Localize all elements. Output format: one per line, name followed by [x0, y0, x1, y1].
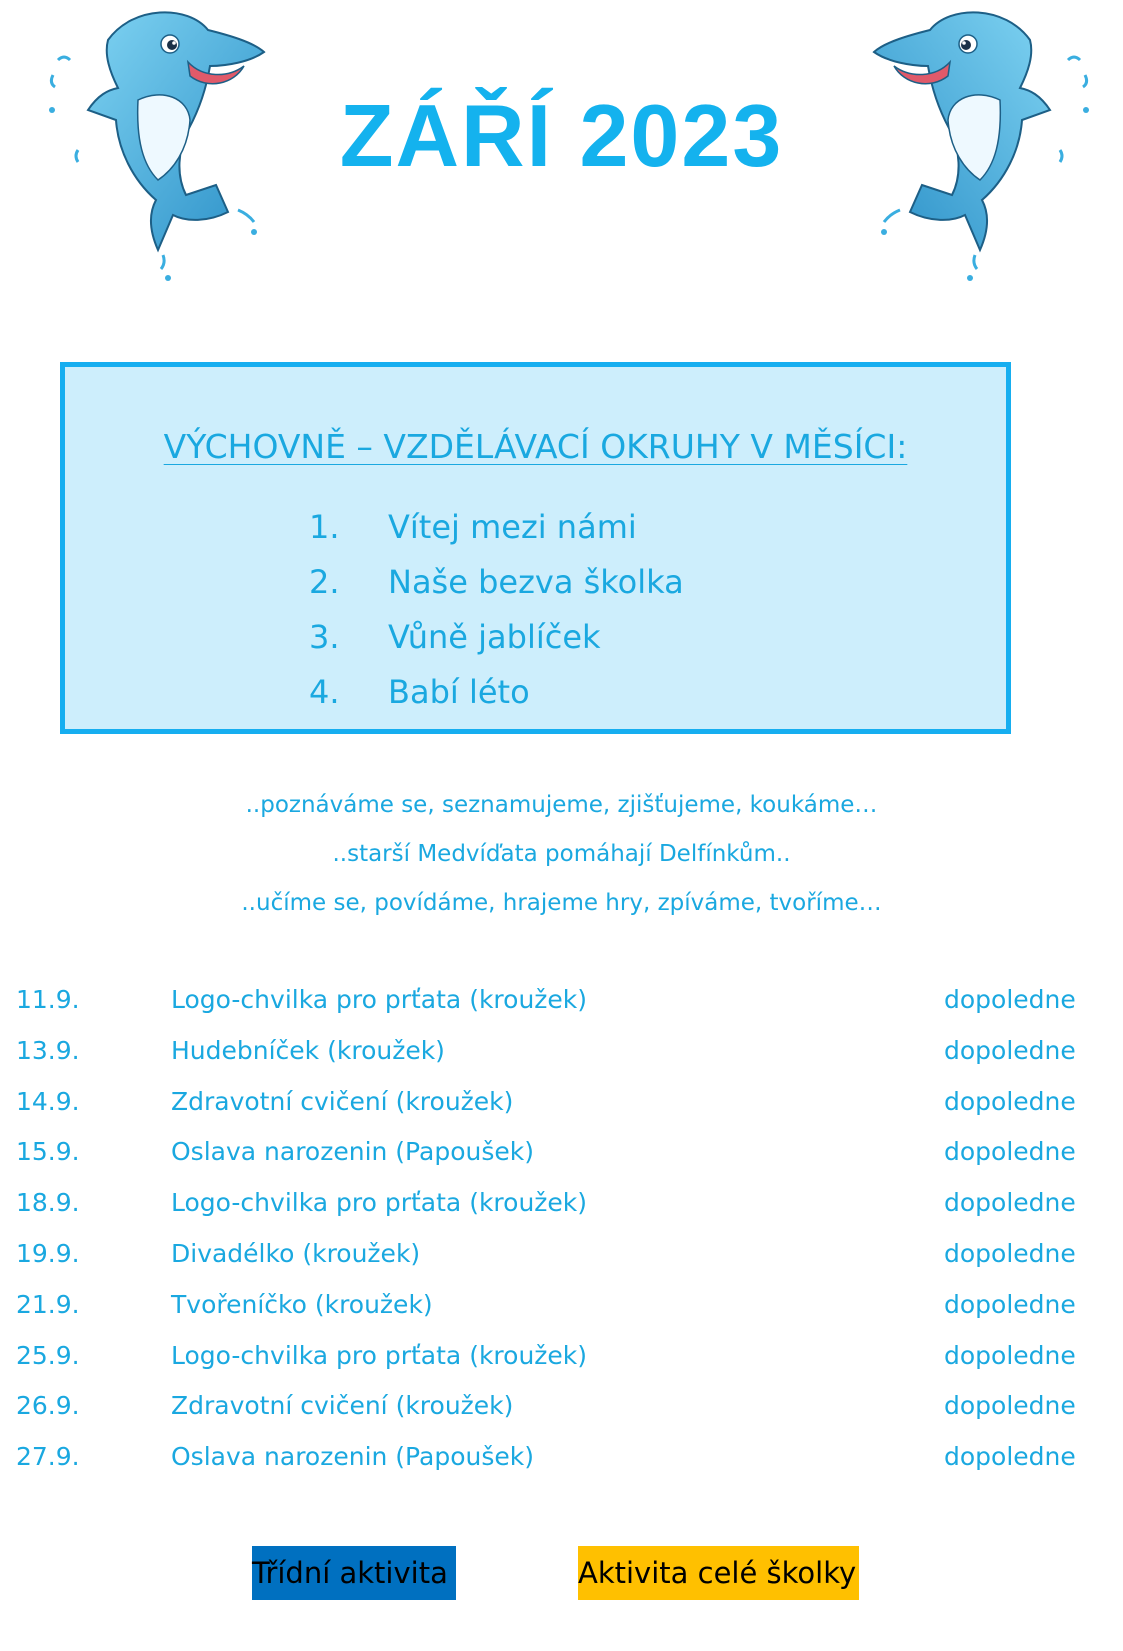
- event-row: [16, 1290, 1076, 1341]
- event-date: 25.9.: [16, 1340, 80, 1370]
- event-date: 15.9.: [16, 1137, 80, 1167]
- event-row: [16, 1087, 1076, 1138]
- event-row: [16, 1442, 1076, 1493]
- events-list: [16, 985, 1076, 1493]
- event-row: [16, 1391, 1076, 1442]
- event-row: [16, 1239, 1076, 1290]
- topic-item: [309, 664, 684, 719]
- event-name: Zdravotní cvičení (kroužek): [171, 1391, 514, 1421]
- event-name: Logo-chvilka pro prťata (kroužek): [171, 985, 588, 1014]
- event-date: 11.9.: [16, 985, 80, 1014]
- event-row: [16, 1137, 1076, 1188]
- event-name: Logo-chvilka pro prťata (kroužek): [171, 1340, 588, 1370]
- legend-school-activity: Aktivita celé školky: [578, 1546, 859, 1600]
- event-date: 18.9.: [16, 1188, 80, 1218]
- event-time: dopoledne: [944, 1289, 1076, 1319]
- event-row: [16, 985, 1076, 1036]
- motto-line: ..poznáváme se, seznamujeme, zjišťujeme, koukáme…: [245, 792, 878, 818]
- event-time: dopoledne: [944, 1442, 1076, 1472]
- event-row: [16, 1341, 1076, 1392]
- event-date: 14.9.: [16, 1086, 80, 1116]
- event-date: 19.9.: [16, 1238, 80, 1268]
- event-time: dopoledne: [944, 1391, 1076, 1421]
- event-name: Logo-chvilka pro prťata (kroužek): [171, 1188, 588, 1218]
- event-time: dopoledne: [944, 1035, 1076, 1065]
- event-date: 26.9.: [16, 1391, 80, 1421]
- topic-number: 1.: [309, 507, 340, 546]
- event-time: dopoledne: [944, 1086, 1076, 1116]
- topics-heading: [65, 427, 1006, 466]
- topic-item: [309, 554, 684, 609]
- topic-number: 3.: [309, 617, 340, 656]
- event-time: dopoledne: [944, 1188, 1076, 1218]
- topics-heading-text: VÝCHOVNĚ – VZDĚLÁVACÍ OKRUHY V MĚSÍCI:: [163, 427, 908, 466]
- topic-label: Babí léto: [388, 672, 530, 711]
- topic-label: Vítej mezi námi: [388, 507, 637, 546]
- topic-item: [309, 499, 684, 554]
- event-time: dopoledne: [944, 1340, 1076, 1370]
- event-time: dopoledne: [944, 1238, 1076, 1268]
- event-name: Divadélko (kroužek): [171, 1238, 421, 1268]
- topic-number: 4.: [309, 672, 340, 711]
- motto-line: ..učíme se, povídáme, hrajeme hry, zpíváme, tvoříme…: [241, 890, 882, 916]
- topic-label: Vůně jablíček: [388, 617, 601, 656]
- mottos: [0, 790, 1123, 937]
- event-date: 13.9.: [16, 1035, 80, 1065]
- event-name: Hudebníček (kroužek): [171, 1035, 445, 1065]
- event-time: dopoledne: [944, 985, 1076, 1014]
- event-row: [16, 1036, 1076, 1087]
- event-name: Zdravotní cvičení (kroužek): [171, 1086, 514, 1116]
- topic-number: 2.: [309, 562, 340, 601]
- event-name: Tvořeníčko (kroužek): [171, 1289, 433, 1319]
- topic-item: [309, 609, 684, 664]
- page-title: ZÁŘÍ 2023: [339, 86, 784, 185]
- topics-box: [60, 362, 1011, 734]
- event-name: Oslava narozenin (Papoušek): [171, 1442, 534, 1472]
- legend-class-activity: Třídní aktivita: [252, 1546, 456, 1600]
- event-row: [16, 1188, 1076, 1239]
- event-date: 21.9.: [16, 1289, 80, 1319]
- motto-line: ..starší Medvíďata pomáhají Delfínkům..: [332, 841, 791, 867]
- topic-label: Naše bezva školka: [388, 562, 684, 601]
- topic-list: [309, 499, 684, 719]
- event-date: 27.9.: [16, 1442, 80, 1472]
- event-time: dopoledne: [944, 1137, 1076, 1167]
- event-name: Oslava narozenin (Papoušek): [171, 1137, 534, 1167]
